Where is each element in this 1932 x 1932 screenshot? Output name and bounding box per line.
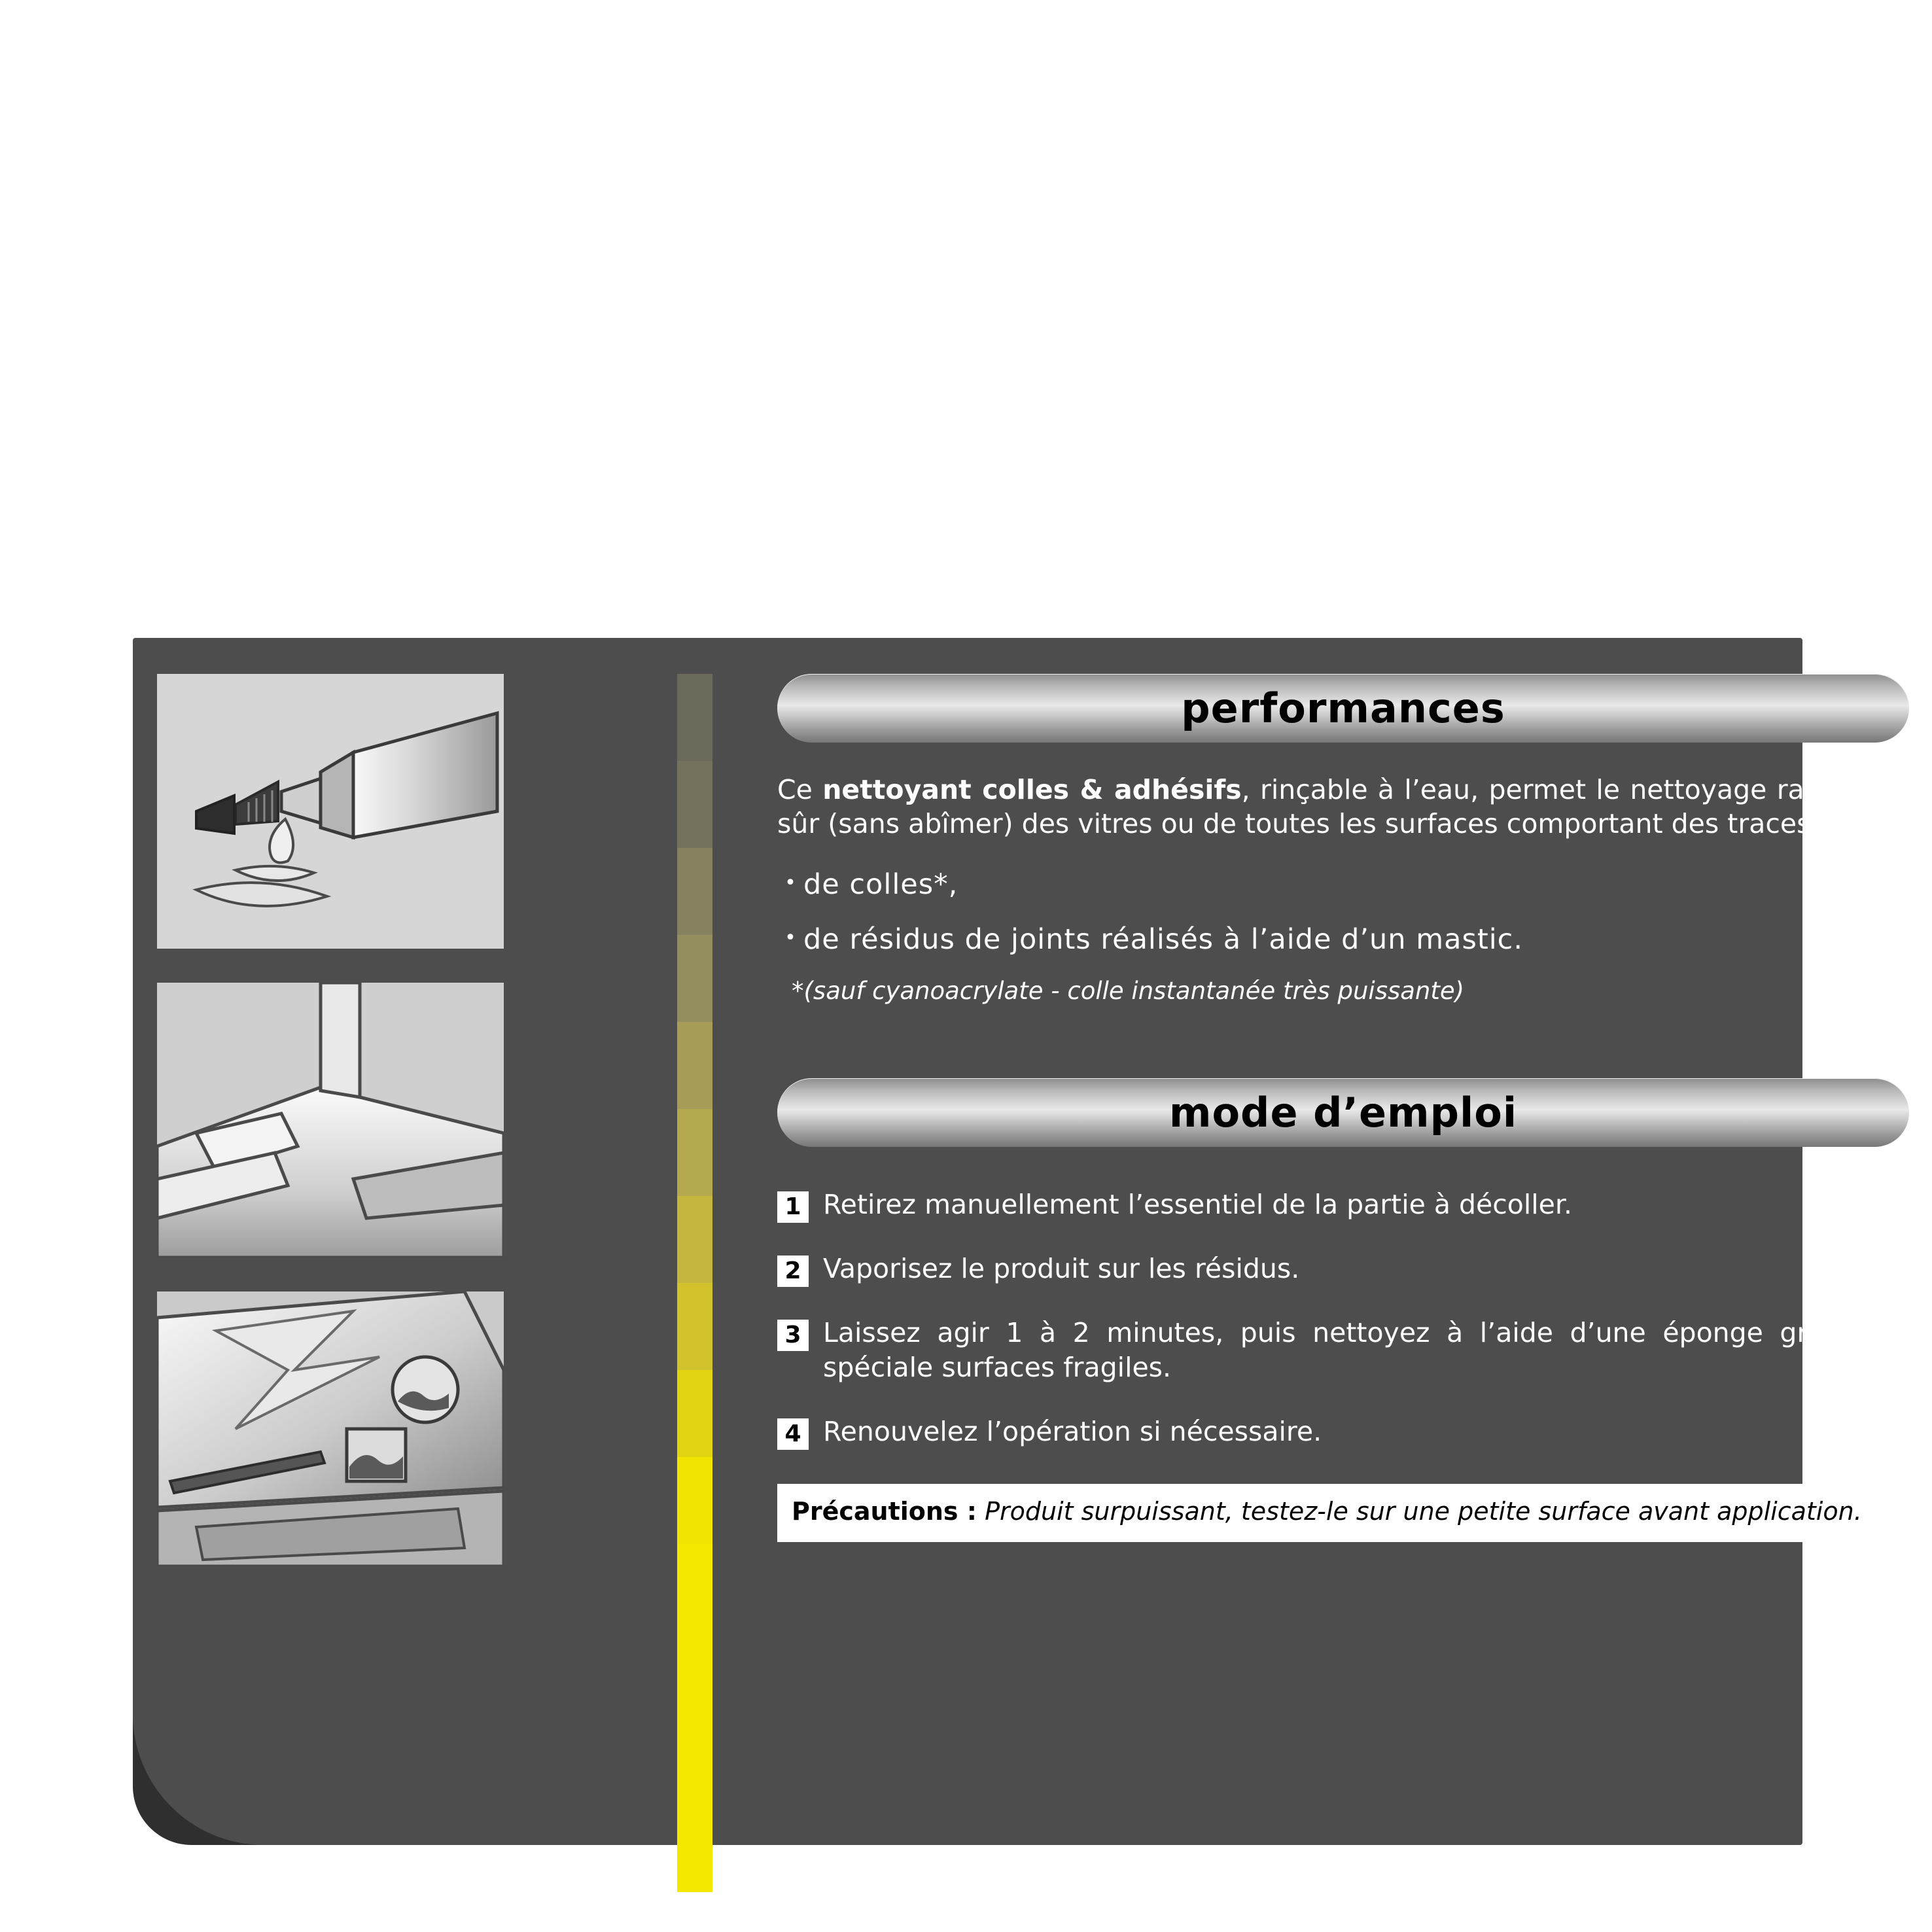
precautions-text: Produit surpuissant, testez-le sur une petite surface avant application. xyxy=(976,1496,1862,1526)
performances-intro xyxy=(777,773,1899,841)
step-row xyxy=(777,1252,1909,1287)
color-strip-cell-13 xyxy=(677,1805,712,1892)
color-strip-cell-2 xyxy=(677,848,712,935)
intro-prefix: Ce xyxy=(777,774,823,805)
illustration-sponge-cleaning-surface xyxy=(157,983,504,1257)
color-strip-cell-3 xyxy=(677,935,712,1022)
bullet-label-0: de colles*, xyxy=(803,868,958,901)
banner-performances xyxy=(777,674,1909,743)
color-strip-cell-11 xyxy=(677,1631,712,1718)
step-text-1: Retirez manuellement l’essentiel de la partie à décoller. xyxy=(823,1188,1573,1220)
banner-performances-title: performances xyxy=(1181,684,1505,732)
intro-bold: nettoyant colles & adhésifs xyxy=(822,774,1242,805)
bullet-item-1 xyxy=(777,923,1909,956)
step-row xyxy=(777,1187,1909,1223)
illustration-car-windscreen-sticker xyxy=(157,1291,504,1566)
step-text-2: Vaporisez le produit sur les résidus. xyxy=(823,1252,1300,1284)
bullet-label-1: de résidus de joints réalisés à l’aide d’un mastic. xyxy=(803,922,1523,956)
step-number-4: 4 xyxy=(777,1418,809,1450)
color-gradient-strip xyxy=(677,674,712,1845)
performances-footnote: *(sauf cyanoacrylate - colle instantanée très puissante) xyxy=(792,976,1465,1005)
color-strip-cell-1 xyxy=(677,761,712,848)
banner-mode-emploi-title: mode d’emploi xyxy=(1168,1088,1518,1136)
illustration-column xyxy=(157,674,504,1600)
color-strip-cell-9 xyxy=(677,1457,712,1544)
product-info-panel xyxy=(133,638,1906,1845)
step-number-3: 3 xyxy=(777,1320,809,1351)
mode-emploi-steps xyxy=(777,1187,1909,1450)
bullet-dot-icon: • xyxy=(784,926,796,949)
step-text-4: Renouvelez l’opération si nécessaire. xyxy=(823,1415,1322,1447)
step-number-2: 2 xyxy=(777,1256,809,1287)
step-row xyxy=(777,1414,1909,1450)
bullet-item-0 xyxy=(777,868,1909,901)
precautions-box xyxy=(777,1484,1909,1542)
illustration-glue-tube-applying xyxy=(157,674,504,949)
color-strip-cell-0 xyxy=(677,674,712,761)
color-strip-cell-10 xyxy=(677,1544,712,1631)
banner-mode-emploi xyxy=(777,1078,1909,1147)
color-strip-cell-12 xyxy=(677,1718,712,1805)
color-strip-cell-7 xyxy=(677,1283,712,1370)
color-strip-cell-8 xyxy=(677,1370,712,1457)
color-strip-cell-5 xyxy=(677,1109,712,1196)
color-strip-cell-6 xyxy=(677,1196,712,1283)
precautions-label: Précautions : xyxy=(792,1496,977,1526)
step-text-3: Laissez agir 1 à 2 minutes, puis nettoyez à l’aide d’une éponge grattante spéciale surfaces fragiles. xyxy=(823,1316,1906,1384)
step-number-1: 1 xyxy=(777,1191,809,1223)
color-strip-cell-4 xyxy=(677,1022,712,1109)
step-row xyxy=(777,1316,1909,1386)
bullet-dot-icon: • xyxy=(784,871,796,894)
corner-decoration xyxy=(133,1714,270,1845)
content-column xyxy=(777,674,1909,1542)
intro-rest: , rinçable à l’eau, permet le nettoyage rapide et sûr (sans abîmer) des vitres ou de toutes les surfaces comportant des traces : xyxy=(777,774,1899,840)
